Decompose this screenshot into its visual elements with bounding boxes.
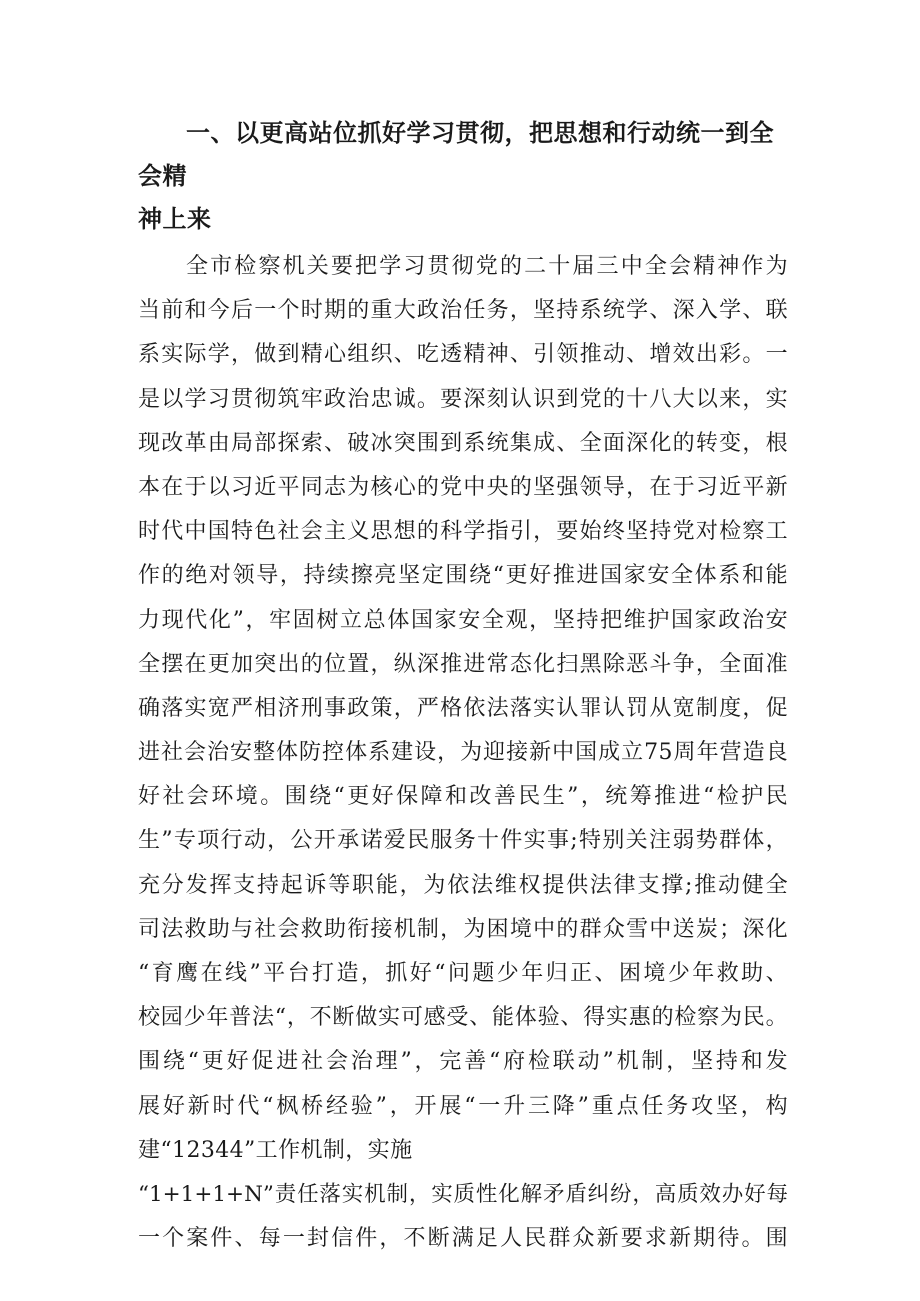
paragraph-line: 作的绝对领导，持续擦亮坚定围绕“更好推进国家安全体系和能 [138,563,788,589]
paragraph-line: “育鹰在线”平台打造，抓好“问题少年归正、困境少年救助、 [138,961,788,986]
paragraph-line: 全市检察机关要把学习贯彻党的二十届三中全会精神作为 [186,254,788,279]
paragraph-line: 全摆在更加突出的位置，纵深推进常态化扫黑除恶斗争，全面准 [138,651,788,677]
paragraph-line: 当前和今后一个时期的重大政治任务，坚持系统学、深入学、联 [138,298,788,324]
section-heading [138,112,788,241]
paragraph-line: 时代中国特色社会主义思想的科学指引，要始终坚持党对检察工 [138,519,788,545]
paragraph-line: 现改革由局部探索、破冰突围到系统集成、全面深化的转变，根 [138,430,788,456]
paragraph-line: 生”专项行动，公开承诺爱民服务十件实事;特别关注弱势群体， [138,828,788,854]
paragraph-line: 好社会环境。围绕“更好保障和改善民生”，统筹推进“检护民 [138,784,788,810]
paragraph-line: 充分发挥支持起诉等职能，为依法维权提供法律支撑;推动健全 [138,872,788,898]
paragraph-line: 确落实宽严相济刑事政策，严格依法落实认罪认罚从宽制度，促 [138,695,788,721]
paragraph-line: 围绕“更好促进社会治理”，完善“府检联动”机制，坚持和发 [138,1049,788,1075]
paragraph-line: 校园少年普法“，不断做实可感受、能体验、得实惠的检察为民。 [138,1005,788,1031]
paragraph-line: 力现代化”，牢固树立总体国家安全观，坚持把维护国家政治安 [138,607,788,633]
paragraph-line: 一个案件、每一封信件，不断满足人民群众新要求新期待。围 [138,1226,788,1252]
paragraph-line: 进社会治安整体防控体系建设，为迎接新中国成立75周年营造良 [138,740,788,766]
document-body [138,112,788,1261]
paragraph-line: 建“12344”工作机制，实施 [138,1137,413,1163]
body-paragraph [138,245,788,1261]
paragraph-line: “1+1+1+N”责任落实机制，实质性化解矛盾纠纷，高质效办好每 [138,1181,788,1207]
paragraph-line: 系实际学，做到精心组织、吃透精神、引领推动、增效出彩。一 [138,342,788,368]
paragraph-line: 展好新时代“枫桥经验”，开展“一升三降”重点任务攻坚，构 [138,1093,788,1119]
paragraph-line: 本在于以习近平同志为核心的党中央的坚强领导，在于习近平新 [138,474,788,500]
paragraph-line: 司法救助与社会救助衔接机制，为困境中的群众雪中送炭；深化 [138,916,788,942]
heading-line: 一、以更高站位抓好学习贯彻，把思想和行动统一到全会精 [138,119,774,190]
paragraph-line: 是以学习贯彻筑牢政治忠诚。要深刻认识到党的十八大以来，实 [138,386,788,412]
heading-line: 神上来 [138,205,212,233]
